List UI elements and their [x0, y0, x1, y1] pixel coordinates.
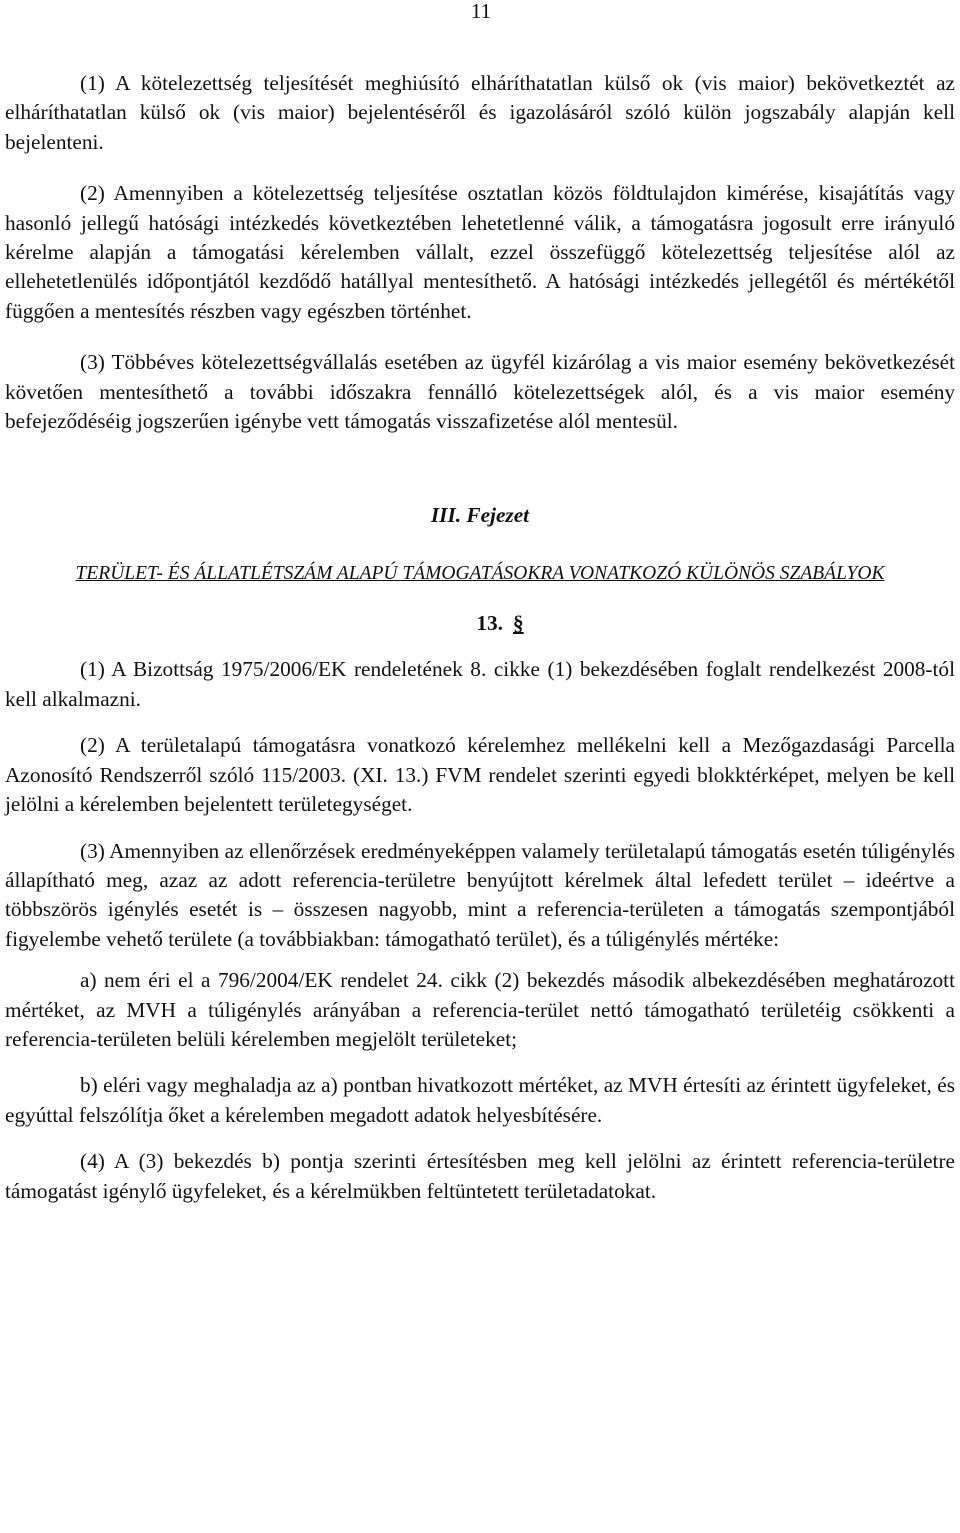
section-number [5, 608, 955, 638]
paragraph-vis-maior-3: (3) Többéves kötelezettségvállalás esetében az ügyfél kizárólag a vis maior esemény bekövetkezését követően mentesíthető a további időszakra fennálló kötelezettségek alól, és a vis maior esemény befejeződéséig jogszerűen igénybe vett támogatás visszafizetése alól mentesül. [5, 350, 955, 434]
section-number-value: 13. [476, 611, 503, 636]
section-title: TERÜLET- ÉS ÁLLATLÉTSZÁM ALAPÚ TÁMOGATÁSOKRA VONATKOZÓ KÜLÖNÖS SZABÁLYOK [75, 563, 885, 585]
paragraph-vis-maior-1: (1) A kötelezettség teljesítését meghiúsító elháríthatatlan külső ok (vis maior) bekövetkeztét az elháríthatatlan külső ok (vis maior) bejelentéséről és igazolásáról szóló külön jogszabály alapján kell bejelenteni. [5, 71, 955, 154]
paragraph-13-1: (1) A Bizottság 1975/2006/EK rendeletének 8. cikke (1) bekezdésében foglalt rendelkezést 2008-tól kell alkalmazni. [5, 657, 955, 711]
paragraph-13-3: (3) Amennyiben az ellenőrzések eredményeképpen valamely területalapú támogatás esetén túligénylés állapítható meg, azaz az adott referencia-területre benyújtott kérelmek által lefedett terület – ideértve a többszörös igénylés esetét is – összesen nagyobb, mint a referencia-területen a támogatás szempontjából figyelembe vehető területe (a továbbiakban: támogatható terület), és a túligénylés mértéke: [5, 838, 955, 951]
section-symbol: § [512, 611, 524, 636]
page-content [5, 69, 955, 1206]
paragraph-13-3-a: a) nem éri el a 796/2004/EK rendelet 24. cikk (2) bekezdés második albekezdésében meghatározott mértéket, az MVH a túligénylés arányában a referencia-terület nettó támogatható területéig csökkenti a referencia-területen belüli kérelemben megjelölt területeket; [5, 968, 955, 1051]
paragraph-13-4: (4) A (3) bekezdés b) pontja szerinti értesítésben meg kell jelölni az érintett referencia-területre támogatást igénylő ügyfeleket, és a kérelmükben feltüntetett területadatokat. [5, 1149, 955, 1203]
paragraph-vis-maior-2: (2) Amennyiben a kötelezettség teljesítése osztatlan közös földtulajdon kimérése, kisajátítás vagy hasonló jellegű hatósági intézkedés következtében lehetetlenné válik, a támogatásra jogosult erre irányuló kérelme alapján a támogatási kérelemben vállalt, ezzel összefüggő kötelezettség teljesítése alól az ellehetetlenülés időpontjától kezdődő hatállyal mentesíthető. A hatósági intézkedés jellegétől és mértékétől függően a mentesítés részben vagy egészben történhet. [5, 181, 955, 323]
paragraph-13-2: (2) A területalapú támogatásra vonatkozó kérelemhez mellékelni kell a Mezőgazdasági Parcella Azonosító Rendszerről szóló 115/2003. (XI. 13.) FVM rendelet szerinti egyedi blokktérképet, melyen be kell jelölni a kérelemben bejelentett területegységet. [5, 733, 955, 817]
page-number: 11 [470, 0, 492, 23]
paragraph-13-3-b: b) eléri vagy meghaladja az a) pontban hivatkozott mértéket, az MVH értesíti az érintett ügyfeleket, és egyúttal felszólítja őket a kérelemben megadott adatok helyesbítésére. [5, 1073, 955, 1127]
chapter-heading: III. Fejezet [430, 503, 530, 528]
